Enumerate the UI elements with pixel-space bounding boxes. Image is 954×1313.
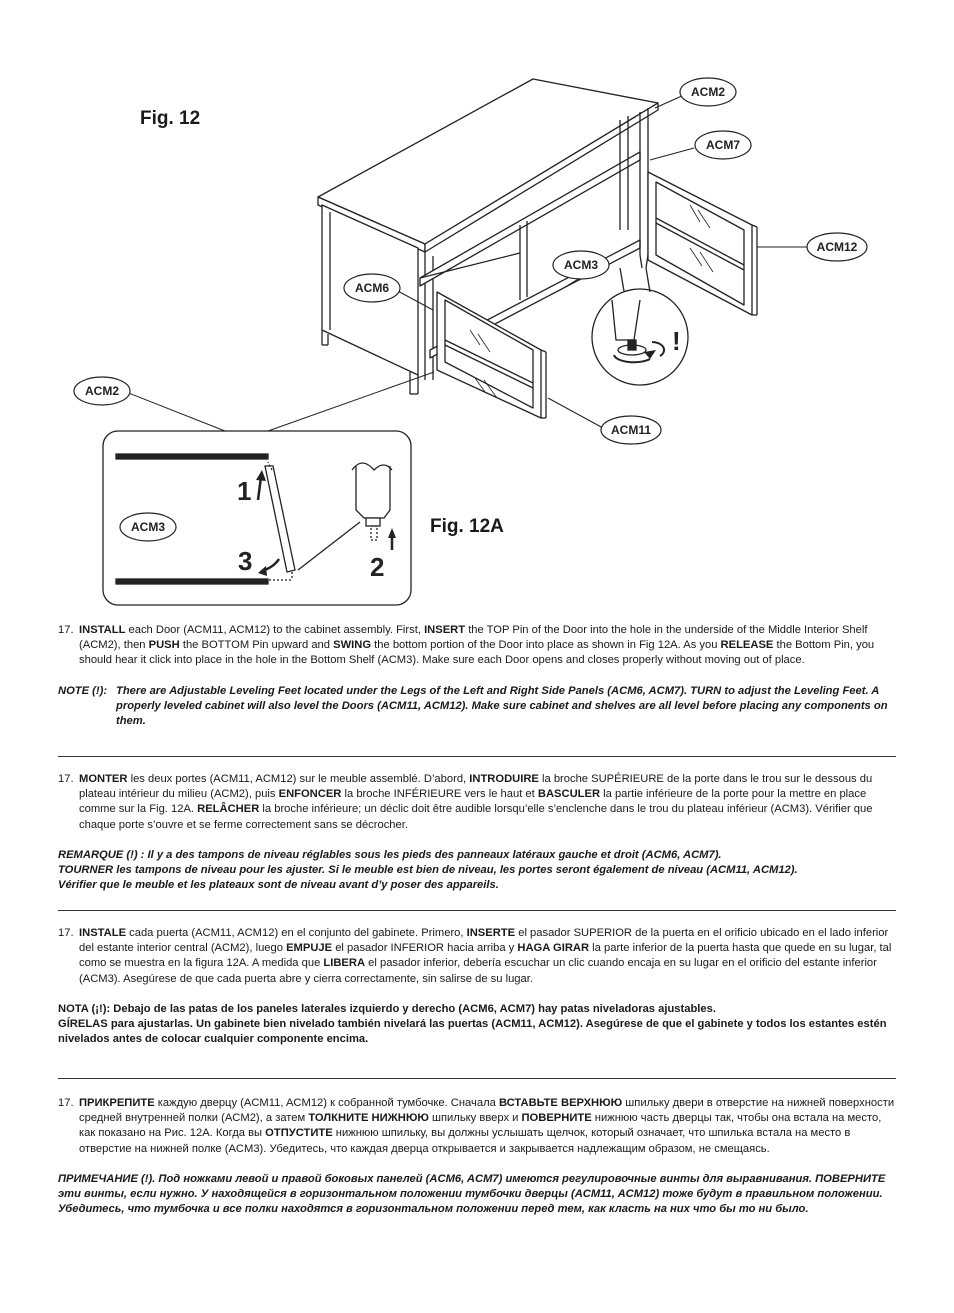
callout-acm3-detail: ACM3	[130, 520, 166, 534]
spanish-note: NOTA (¡!): Debajo de las patas de los paneles laterales izquierdo y derecho (ACM6, ACM7) hay patas niveladoras ajustables. GÍRELAS para ajustarlas. Un gabinete bien nivelado también nivelará las puertas (ACM11, ACM12). Asegúrese de que el gabinete y todos los estantes estén nivelados antes de colocar cualquier componente encima.	[58, 1002, 887, 1046]
step-number: 17.	[58, 624, 74, 636]
callout-acm7: ACM7	[705, 138, 741, 152]
french-step: 17. MONTER les deux portes (ACM11, ACM12) sur le meuble assemblé. D’abord, INTRODUIRE la broche SUPÉRIEURE de la porte dans le trou sur le dessous du plateau intérieur du milieu (ACM2), puis ENFONCER la broche INFÉRIEURE vers le haut et BASCULER la partie inférieure de la porte pour la mettre en place comme sur la Fig. 12A. RELÂCHER la broche inférieure; un déclic doit être audible lorsqu’elle s’enclenche dans le trou du plateau inférieur (ACM3). Vérifier que chaque porte s’ouvre et se ferme correctement sans se décrocher.	[58, 773, 873, 831]
warning-mark: !	[672, 326, 681, 356]
step-number-3: 3	[238, 546, 253, 576]
step-number: 17.	[58, 1097, 74, 1109]
russian-section	[58, 1096, 898, 1217]
english-note	[58, 684, 898, 730]
callout-acm6: ACM6	[354, 281, 390, 295]
step-number: 17.	[58, 927, 74, 939]
callout-acm2-top: ACM2	[690, 85, 726, 99]
step-number-1: 1	[237, 476, 252, 506]
cabinet-drawing	[318, 79, 757, 418]
assembly-figure	[0, 0, 954, 615]
english-step: 17. INSTALL each Door (ACM11, ACM12) to the cabinet assembly. First, INSERT the TOP Pin of the Door into the hole in the underside of the Middle Interior Shelf (ACM2), then PUSH the BOTTOM Pin upward and SWING the bottom portion of the Door into place as shown in Fig 12A. As you RELEASE the Bottom Pin, you should hear it click into place in the hole in the Bottom Shelf (ACM3). Make sure each Door opens and closes properly without moving out of place.	[58, 624, 875, 667]
leveling-foot-detail	[592, 268, 688, 385]
english-section	[58, 623, 898, 729]
divider	[58, 910, 896, 911]
french-section	[58, 772, 898, 893]
russian-step: 17. ПРИКРЕПИТЕ каждую дверцу (ACM11, ACM12) к собранной тумбочке. Сначала ВСТАВЬТЕ ВЕРХНЮЮ шпильку двери в отверстие на нижней поверхности средней внутренней полки (ACM2), а затем ТОЛКНИТЕ НИЖНЮЮ шпильку вверх и ПОВЕРНИТЕ нижнюю часть дверцы так, чтобы она встала на место, как показано на Рис. 12A. Когда вы ОТПУСТИТЕ нижнюю шпильку, вы должны услышать щелчок, который означает, что шпилька встала на место в отверстие на нижней полке (ACM3). Убедитесь, что каждая дверца открывается и закрывается надлежащим образом, не смещаясь.	[58, 1097, 895, 1155]
spanish-section	[58, 926, 898, 1047]
note-text: There are Adjustable Leveling Feet located under the Legs of the Left and Right Side Panels (ACM6, ACM7). TURN to adjust the Leveling Feet. A properly leveled cabinet will also level the Doors (ACM11, ACM12). Make sure cabinet and shelves are all level before placing any components on them.	[116, 684, 888, 728]
note-label: NOTE (!):	[58, 684, 108, 697]
callout-acm2-detail: ACM2	[84, 384, 120, 398]
cabinet-illustration	[0, 0, 954, 615]
divider	[58, 756, 896, 757]
callout-acm3-main: ACM3	[563, 258, 599, 272]
fig-12a-title: Fig. 12A	[430, 516, 504, 537]
fig-12-title: Fig. 12	[140, 108, 201, 129]
french-note: REMARQUE (!) : Il y a des tampons de niveau réglables sous les pieds des panneaux latéraux gauche et droit (ACM6, ACM7). TOURNER les tampons de niveau pour les ajuster. Si le meuble est bien de niveau, les portes seront également de niveau (ACM11, ACM12). Vérifier que le meuble et les plateaux sont de niveau avant d’y poser des appareils.	[58, 848, 798, 892]
step-number: 17.	[58, 773, 74, 785]
russian-note: ПРИМЕЧАНИЕ (!). Под ножками левой и правой боковых панелей (ACM6, ACM7) имеются регулировочные винты для выравнивания. ПОВЕРНИТЕ эти винты, если нужно. У находящейся в горизонтальном положении тумбочки дверцы (ACM11, ACM12) тоже будут в правильном положении. Убедитесь, что тумбочка и все полки находятся в горизонтальном положении перед тем, как класть на них что бы то ни было.	[58, 1172, 886, 1216]
step-number-2: 2	[370, 552, 385, 582]
spanish-step: 17. INSTALE cada puerta (ACM11, ACM12) en el conjunto del gabinete. Primero, INSERTE el pasador SUPERIOR de la puerta en el orificio ubicado en el lado inferior del estante interior central (ACM2), luego EMPUJE el pasador INFERIOR hacia arriba y HAGA GIRAR la parte inferior de la puerta hasta que quede en su lugar, tal como se muestra en la figura 12A. A medida que LIBERA el pasador inferior, debería escuchar un clic cuando encaja en su lugar en el orificio del estante inferior (ACM3). Asegúrese de que cada puerta abre y cierra correctamente, sin salirse de su lugar.	[58, 927, 892, 985]
callout-acm12: ACM12	[816, 240, 858, 254]
callout-acm11: ACM11	[610, 423, 652, 437]
divider	[58, 1078, 896, 1079]
